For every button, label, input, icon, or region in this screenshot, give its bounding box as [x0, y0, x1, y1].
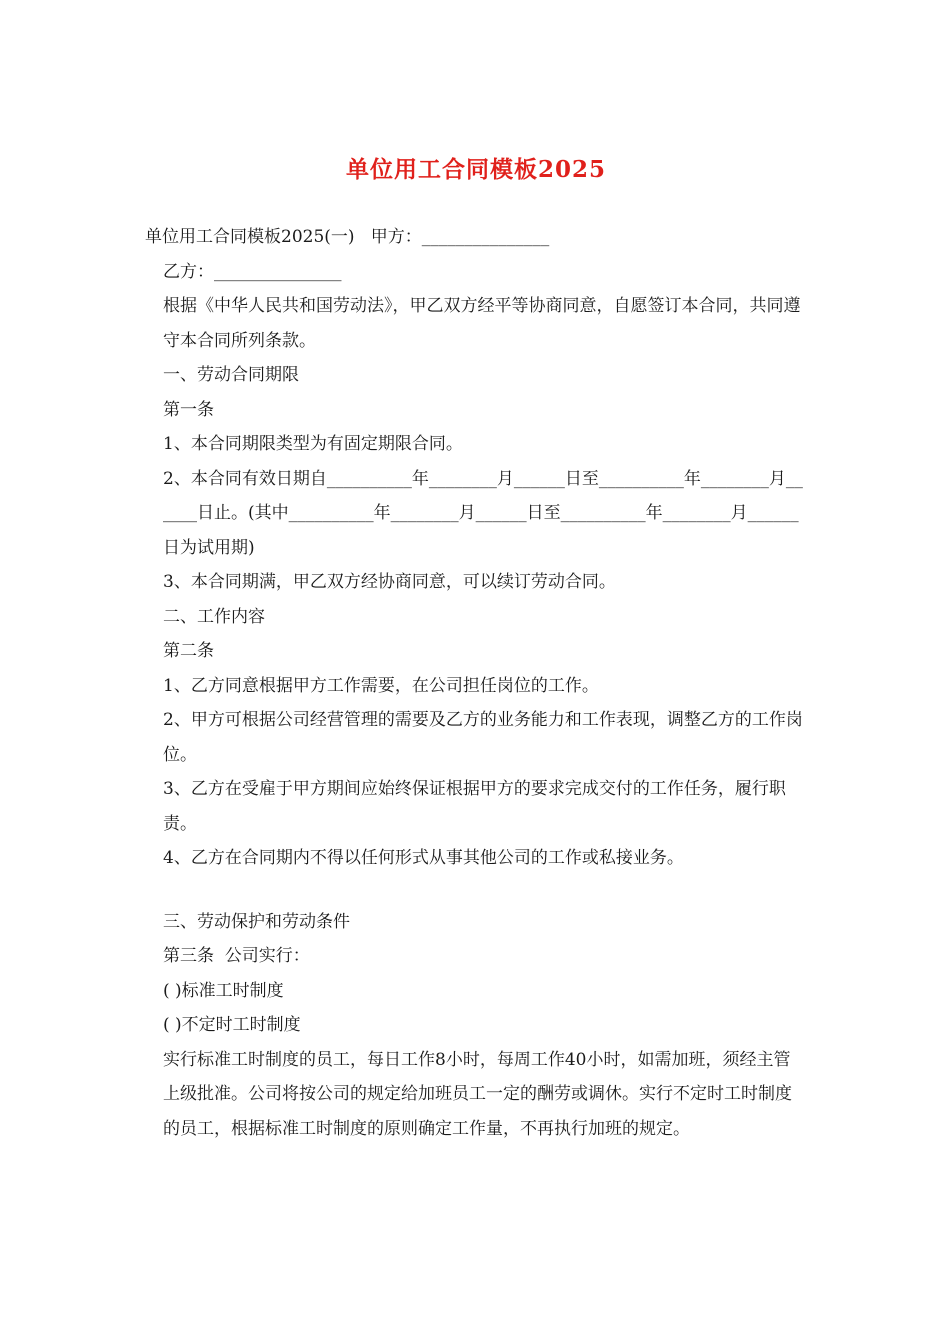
document-title: 单位用工合同模板2025: [345, 156, 606, 183]
working-hours-paragraph: 实行标准工时制度的员工，每日工作8小时，每周工作40小时，如需加班，须经主管上级批准。公司将按公司的规定给加班员工一定的酬劳或调休。实行不定时工时制度的员工，根据标准工时制度的原则确定工作量，不再执行加班的规定。: [163, 1049, 792, 1139]
document-page: [145, 150, 807, 1146]
article-heading-3: 第三条 公司实行：: [163, 946, 310, 966]
section-heading-term: 一、劳动合同期限: [163, 365, 299, 385]
preamble-paragraph: 根据《中华人民共和国劳动法》，甲乙双方经平等协商同意，自愿签订本合同，共同遵守本合同所列条款。: [163, 296, 801, 351]
article-heading-2: 第二条: [163, 641, 214, 661]
clause-2-3: 3、乙方在受雇于甲方期间应始终保证根据甲方的要求完成交付的工作任务，履行职责。: [163, 779, 786, 834]
clause-2-4: 4、乙方在合同期内不得以任何形式从事其他公司的工作或私接业务。: [163, 848, 684, 868]
section-heading-protection: 三、劳动保护和劳动条件: [163, 911, 350, 932]
clause-2-2: 2、甲方可根据公司经营管理的需要及乙方的业务能力和工作表现，调整乙方的工作岗位。: [163, 710, 803, 765]
clause-1-2: 2、本合同有效日期自__________年________月______日至__________年________月______日止。(其中__________年________月______日至__________年________月______日为试用期): [163, 468, 803, 558]
option-standard-hours: ( )标准工时制度: [163, 980, 284, 1001]
party-b-line: 乙方：_______________: [163, 261, 342, 282]
option-flexible-hours: ( )不定时工时制度: [163, 1015, 301, 1035]
clause-1-3: 3、本合同期满，甲乙双方经协商同意，可以续订劳动合同。: [163, 572, 616, 592]
article-heading-1: 第一条: [163, 399, 214, 420]
clause-1-1: 1、本合同期限类型为有固定期限合同。: [163, 434, 463, 454]
paragraph-spacer: [145, 876, 807, 905]
contract-header-line: 单位用工合同模板2025(一) 甲方：_______________: [145, 227, 550, 247]
clause-2-1: 1、乙方同意根据甲方工作需要，在公司担任岗位的工作。: [163, 675, 599, 696]
section-heading-work: 二、工作内容: [163, 606, 265, 627]
